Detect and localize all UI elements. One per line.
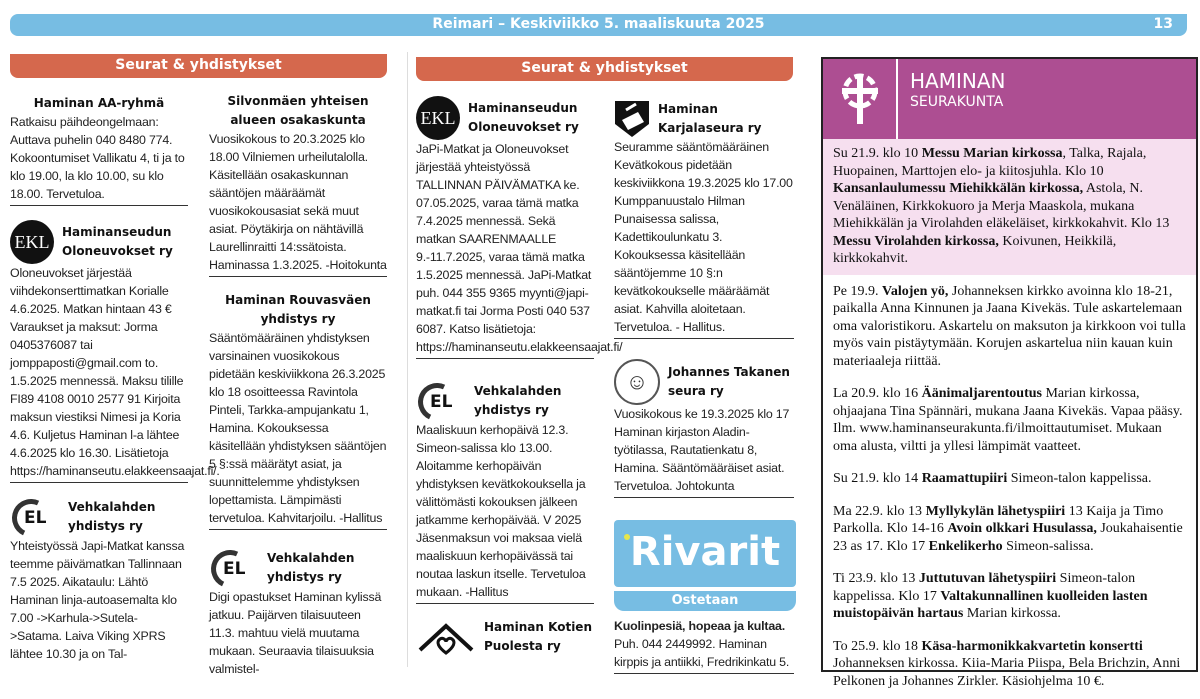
column-divider <box>407 52 408 667</box>
event-text: Su 21.9. klo 14 <box>833 471 922 486</box>
article-kotien-puolesta <box>416 618 594 658</box>
article-title-line1: Johannes Takanen <box>668 363 790 382</box>
article-title-line1: Vehkalahden <box>474 382 561 401</box>
article-body: Vuosikokous to 20.3.2025 klo 18.00 Vilniemen urheilutalolla. Käsitellään osakaskunnan sääntöjen määräämät vuosikokousasiat sekä muut asiat. Pöytäkirja on nähtävillä Laurellinraitti 14:ssätoista. Haminassa 1.3.2025. -Hoitokunta <box>209 130 387 274</box>
event-text: Johanneksen kirkossa. Kiia-Maria Piispa, Bela Brichzin, Anni Pelkonen ja Johannes Zirkler. Käsiohjelma 10 €. <box>833 656 1180 689</box>
church-event-block <box>823 379 1196 464</box>
ad-body: Puh. 044 2449992. Haminan kirppis ja antiikki, Fredrikinkatu 5. <box>614 635 794 671</box>
ekl-logo-icon: EKL <box>10 220 54 264</box>
church-event-block <box>823 497 1196 565</box>
event-text: Simeon-salissa. <box>1003 539 1094 554</box>
event-title: Käsa-harmonikkakvartetin konsertti <box>921 639 1142 654</box>
event-text: La 20.9. klo 16 <box>833 386 922 401</box>
article-title: Haminan Rouvasväen yhdistys ry <box>209 291 387 329</box>
article-vehkalahden-kerho <box>416 381 594 604</box>
ad-rivarit <box>614 520 794 674</box>
rivarit-logo: Rivarit <box>614 520 796 587</box>
article-title-line2: Puolesta ry <box>484 637 592 656</box>
page-number: 13 <box>1154 16 1173 32</box>
event-text: Klo 10 <box>1065 164 1104 179</box>
article-body: Seuramme sääntömääräinen Kevätkokous pidetään keskiviikkona 19.3.2025 klo 17.00 Kumppanuustalo Hilman Punaisessa salissa, Kadettikoulunkatu 3. Kokouksessa käsitellään sääntöjemme 10 §:n kevätkokoukselle määräämät asiat. Kahvilla aloitetaan. Tervetuloa. - Hallitus. <box>614 138 794 336</box>
article-body: Sääntömääräinen yhdistyksen varsinainen vuosikokous pidetään keskiviikkona 26.3.2025 klo 18 osoitteessa Ravintola Pinteli, Tarkka-ampujankatu 1, Hamina. Kokouksessa käsitellään yhdistyksen sääntöjen 5 §:ssä määrätyt asiat, ja suunnittelemme yhdistyksen lopettamista. Lämpimästi tervetuloa. Kahvitarjoilu. -Hallitus <box>209 329 387 527</box>
article-silvonmaki <box>209 92 387 277</box>
article-body: JaPi-Matkat ja Oloneuvokset järjestää yhteistyössä TALLINNAN PÄIVÄMATKA ke. 07.05.2025, varaa tämä matka 7.4.2025 mennessä. Sekä matkan SAARENMAALLE 9.-11.7.2025, varaa tämä matka 1.5.2025 mennessä. JaPi-Matkat puh. 044 355 9365 myynti@japi-matkat.fi tai Jorma Posti 040 537 6087. Katso lisätietoja: https://haminanseutu.elakkeensaajat.fi/ <box>416 140 594 356</box>
church-name-line2: SEURAKUNTA <box>910 93 1005 111</box>
article-title: Haminan AA-ryhmä <box>10 94 188 113</box>
article-vehkalahden <box>10 497 188 665</box>
ad-headline: Kuolinpesiä, hopeaa ja kultaa. <box>614 617 794 635</box>
article-title-line1: Haminanseudun <box>62 223 173 242</box>
article-body: Oloneuvokset järjestää viihdekonserttimatkan Korialle 4.6.2025. Matkan hintaan 43 € Varaukset ja maksut: Jorma 0405376087 tai jomppaposti@gmail.com to. 1.5.2025 mennessä. Maksu tilille FI89 4108 0010 2577 91 Kirjoita maksun viestiksi Nimesi ja Koria 4.6. Kuljetus Haminan l-a lähtee 4.6.2025 klo 16.30. Lisätietoja https://haminanseutu.elakkeensaajat.fi/. <box>10 264 188 480</box>
event-title: Kansanlaulumessu Miehikkälän kirkossa, <box>833 181 1083 196</box>
article-title-line1: Haminan <box>658 100 762 119</box>
article-title: Silvonmäen yhteisen alueen osakaskunta <box>209 92 387 130</box>
event-title: Valtakunnallinen kuolleiden lasten muistopäivän hartaus <box>833 589 1148 622</box>
event-text: Astola, N. Venäläinen, Kirkkokuoro ja Merja Maaskola, mukana Miehikkälän ja Virolahden eläkeläiset, kirkkokahvit. Klo 13 <box>833 181 1169 231</box>
church-event-block <box>823 277 1196 380</box>
church-event-block <box>823 139 1196 277</box>
article-title-line1: Haminanseudun <box>468 99 579 118</box>
article-title-line2: seura ry <box>668 382 790 401</box>
article-title-line2: Oloneuvokset ry <box>62 242 173 261</box>
page-header-title: Reimari – Keskiviikko 5. maaliskuuta 2025 <box>10 16 1187 32</box>
ad-banner: Ostetaan <box>614 591 796 611</box>
article-body: Yhteistyössä Japi-Matkat kanssa teemme päivämatkan Tallinnaan 7.5 2025. Aikataulu: Lähtö Haminan linja-autoasemalta klo 7.00 ->Karhula->Sutela->Satama. Laiva Viking XPRS lähtee 10.30 ja on Tal- <box>10 537 188 663</box>
article-body: Vuosikokous ke 19.3.2025 klo 17 Haminan kirjaston Aladin-työtilassa, Rautatienkatu 8, Hamina. Sääntömääräiset asiat. Tervetuloa. Johtokunta <box>614 405 794 495</box>
event-title: Valojen yö, <box>882 284 948 299</box>
article-rouvasvaki <box>209 291 387 530</box>
event-text: 13 Kaija ja Timo Parkolla. Klo 14-16 <box>833 504 1163 537</box>
event-text: Simeon-talon kappelissa. Klo 17 <box>833 571 1135 604</box>
event-title: Messu Virolahden kirkossa, <box>833 234 999 249</box>
article-title-line2: yhdistys ry <box>68 517 155 536</box>
column-3 <box>416 96 594 672</box>
article-title-line1: Haminan Kotien <box>484 618 592 637</box>
article-title-line1: Vehkalahden <box>267 549 354 568</box>
event-title: Avoin olkkari Husulassa, <box>947 521 1097 536</box>
event-text: Marian kirkossa. <box>963 606 1061 621</box>
karjala-shield-icon <box>614 100 650 138</box>
event-text: Johanneksen kirkko avoinna klo 18-21, paikalla Anna Kinnunen ja Jaana Kivekäs. Tule askartelemaan oma valoristikoru. Askartelu on maksuton ja kirkkoon voi tulla myös vain pistäytymään. Korujen askartelua niin kauan kuin materiaaleja riittää. <box>833 284 1186 369</box>
section-heading-right: Seurat & yhdistykset <box>416 57 793 81</box>
cross-logo-icon <box>823 59 898 139</box>
article-title-line1: Vehkalahden <box>68 498 155 517</box>
article-title-line2: Oloneuvokset ry <box>468 118 579 137</box>
column-1 <box>10 94 188 679</box>
article-body: Maaliskuun kerhopäivä 12.3. Simeon-salissa klo 13.00. Aloitamme kerhopäivän yhdistyksen kevätkokouksella ja välittömästi kokouksen jälkeen jatkamme kerhopäivää. V 2025 Jäsenmaksun voi maksaa vielä maaliskuun kerhopäivässä tai noutaa laskun itselle. Tervetuloa mukaan. -Hallitus <box>416 421 594 601</box>
event-text: Ti 23.9. klo 13 <box>833 571 919 586</box>
el-logo-icon: EL <box>10 497 60 537</box>
article-karjalaseura <box>614 100 794 339</box>
portrait-medal-icon: ☺ <box>614 359 660 405</box>
church-event-block <box>823 464 1196 497</box>
el-logo-icon: EL <box>209 548 259 588</box>
event-title: Myllykylän lähetyspiiri <box>926 504 1066 519</box>
article-oloneuvokset-japi <box>416 96 594 359</box>
event-text: Simeon-talon kappelissa. <box>1007 471 1151 486</box>
article-takanen-seura <box>614 359 794 498</box>
house-heart-logo-icon <box>416 620 476 654</box>
event-text: , Talka, Rajala, Huopainen, Marttojen elo- ja kiitosjuhla. <box>833 146 1146 179</box>
page-header-bar <box>10 14 1187 36</box>
el-logo-icon: EL <box>416 381 466 421</box>
column-2 <box>209 92 387 694</box>
article-title-line2: Karjalaseura ry <box>658 119 762 138</box>
article-body: Digi opastukset Haminan kylissä jatkuu. Paijärven tilaisuuteen 11.3. mahtuu vielä muutama mukaan. Seuraavia tilaisuuksia valmistel- <box>209 588 387 678</box>
article-body: Ratkaisu päihdeongelmaan: Auttava puhelin 040 8480 774. Kokoontumiset Vallikatu 4, ti ja to klo 19.00, la klo 10.00, su klo 18.00. Tervetuloa. <box>10 113 188 203</box>
section-heading-left: Seurat & yhdistykset <box>10 54 387 78</box>
article-vehkalahden-digi <box>209 548 387 680</box>
event-text: Su 21.9. klo 10 <box>833 146 922 161</box>
article-aa-ryhma <box>10 94 188 206</box>
church-header <box>823 59 1196 139</box>
event-title: Messu Marian kirkossa <box>922 146 1063 161</box>
article-oloneuvokset <box>10 220 188 483</box>
event-text: Marian kirkossa, ohjaajana Tina Spännäri, mukana Jaana Kivekäs. Vapaa pääsy. Ilm. www.haminanseurakunta.fi/ilmoittautumiset. Mukaan oma alusta, viltti ja yllesi lämpimät vaatteet. <box>833 386 1183 454</box>
church-event-block <box>823 564 1196 632</box>
article-title-line2: yhdistys ry <box>267 568 354 587</box>
event-title: Äänimaljarentoutus <box>922 386 1042 401</box>
ekl-logo-icon: EKL <box>416 96 460 140</box>
church-announcements-box <box>821 57 1198 672</box>
article-title-line2: yhdistys ry <box>474 401 561 420</box>
event-text: Joukahaisentie 23 as 17. Klo 17 <box>833 521 1183 554</box>
event-text: To 25.9. klo 18 <box>833 639 921 654</box>
event-title: Juttutuvan lähetyspiiri <box>919 571 1056 586</box>
event-text: Koivunen, Heikkilä, kirkkokahvit. <box>833 234 1116 267</box>
event-text: Pe 19.9. <box>833 284 882 299</box>
event-text: Ma 22.9. klo 13 <box>833 504 926 519</box>
column-4 <box>614 100 794 688</box>
event-title: Raamattupiiri <box>922 471 1008 486</box>
church-event-block <box>823 632 1196 699</box>
church-name-line1: HAMINAN <box>910 69 1005 93</box>
event-title: Enkelikerho <box>929 539 1003 554</box>
